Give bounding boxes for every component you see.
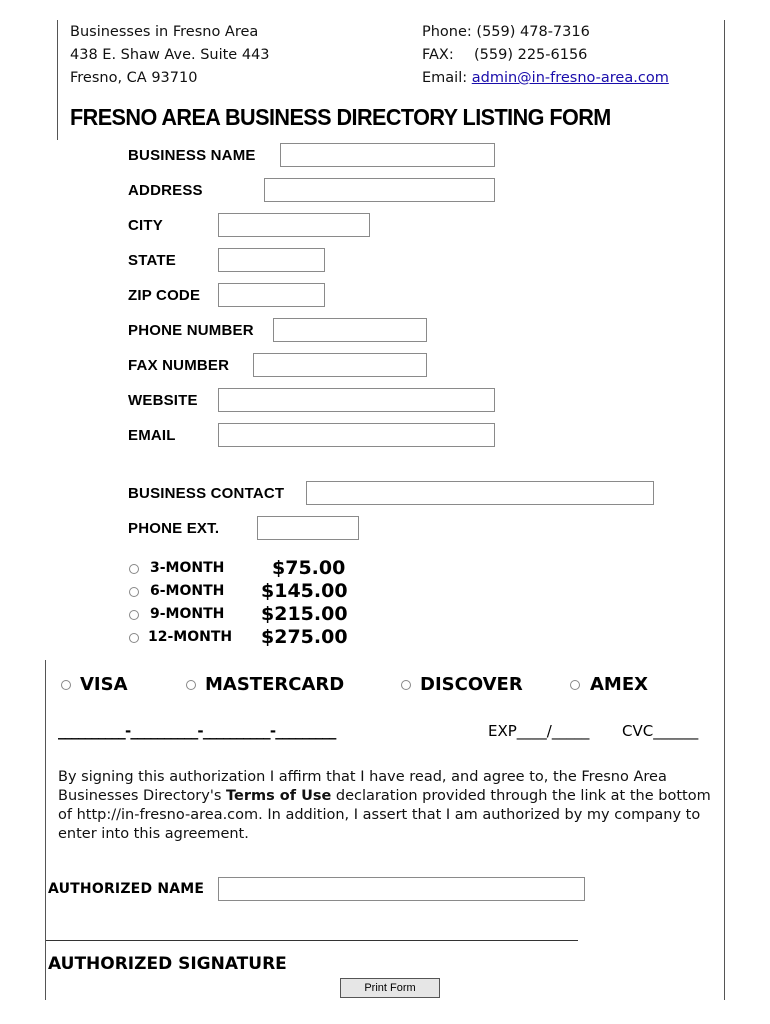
fax-number-input[interactable] <box>253 353 427 377</box>
state-input[interactable] <box>218 248 325 272</box>
zip-label: ZIP CODE <box>128 287 201 304</box>
agreement-part2: declaration provided through the link at the bottom of http://in-fresno-area.com. In addition, I assert that I am authorized by my company to enter into this agreement. <box>58 788 711 842</box>
fax-number-label: FAX NUMBER <box>128 357 230 374</box>
phone-ext-label: PHONE EXT. <box>128 520 220 537</box>
mastercard-label: MASTERCARD <box>205 674 345 695</box>
city-input[interactable] <box>218 213 370 237</box>
address-label: ADDRESS <box>128 182 203 199</box>
state-label: STATE <box>128 252 176 269</box>
card-exp-line[interactable]: EXP____/_____ <box>488 722 590 740</box>
contact-email-row <box>422 67 669 90</box>
authorized-name-label: AUTHORIZED NAME <box>48 881 205 897</box>
left-border-bottom <box>45 660 46 1000</box>
contact-phone-row <box>422 21 669 44</box>
left-border-top <box>57 20 58 140</box>
org-name: Businesses in Fresno Area <box>70 24 259 40</box>
visa-label: VISA <box>80 674 128 695</box>
plan-6-month-label: 6-MONTH <box>150 583 225 599</box>
plan-9-month-price: $215.00 <box>261 603 348 625</box>
website-label: WEBSITE <box>128 392 198 409</box>
plan-3-month-radio[interactable] <box>129 564 139 574</box>
plan-12-month-price: $275.00 <box>261 626 348 648</box>
zip-input[interactable] <box>218 283 325 307</box>
business-name-input[interactable] <box>280 143 495 167</box>
agreement-part1: By signing this authorization I affirm that I have read, and agree to, the Fresno Area Businesses Directory's <box>58 769 667 804</box>
org-street: 438 E. Shaw Ave. Suite 443 <box>70 47 270 63</box>
signature-line <box>46 940 578 941</box>
city-label: CITY <box>128 217 163 234</box>
business-name-label: BUSINESS NAME <box>128 147 256 164</box>
email-field-label: EMAIL <box>128 427 176 444</box>
plan-9-month-label: 9-MONTH <box>150 606 225 622</box>
plan-12-month-radio[interactable] <box>129 633 139 643</box>
print-form-button[interactable]: Print Form <box>340 978 440 998</box>
amex-radio[interactable] <box>570 680 580 690</box>
email-field[interactable] <box>218 423 495 447</box>
plan-12-month-label: 12-MONTH <box>148 629 233 645</box>
org-city-line: Fresno, CA 93710 <box>70 70 198 86</box>
phone-value: (559) 478-7316 <box>476 24 590 40</box>
plan-9-month-radio[interactable] <box>129 610 139 620</box>
contact-block <box>422 21 669 90</box>
business-contact-input[interactable] <box>306 481 654 505</box>
authorized-signature-label: AUTHORIZED SIGNATURE <box>48 954 287 974</box>
phone-number-input[interactable] <box>273 318 427 342</box>
fax-label: FAX: <box>422 47 454 63</box>
discover-label: DISCOVER <box>420 674 523 695</box>
email-label: Email: <box>422 70 468 86</box>
plan-3-month-price: $75.00 <box>272 557 346 579</box>
authorized-name-input[interactable] <box>218 877 585 901</box>
phone-label: Phone: <box>422 24 472 40</box>
org-address-block <box>70 21 270 90</box>
plan-6-month-price: $145.00 <box>261 580 348 602</box>
website-input[interactable] <box>218 388 495 412</box>
card-number-line[interactable]: __________-__________-__________-_________ <box>58 722 336 740</box>
business-contact-label: BUSINESS CONTACT <box>128 485 285 502</box>
fax-value: (559) 225-6156 <box>474 47 588 63</box>
address-input[interactable] <box>264 178 495 202</box>
contact-fax-row <box>422 44 669 67</box>
agreement-text <box>58 768 723 844</box>
plan-6-month-radio[interactable] <box>129 587 139 597</box>
amex-label: AMEX <box>590 674 649 695</box>
plan-3-month-label: 3-MONTH <box>150 560 225 576</box>
card-cvc-line[interactable]: CVC______ <box>622 722 699 740</box>
mastercard-radio[interactable] <box>186 680 196 690</box>
email-link[interactable]: admin@in-fresno-area.com <box>471 70 669 86</box>
phone-number-label: PHONE NUMBER <box>128 322 254 339</box>
form-title: FRESNO AREA BUSINESS DIRECTORY LISTING FORM <box>70 104 611 130</box>
phone-ext-input[interactable] <box>257 516 359 540</box>
visa-radio[interactable] <box>61 680 71 690</box>
terms-of-use-text: Terms of Use <box>226 788 332 804</box>
discover-radio[interactable] <box>401 680 411 690</box>
right-border <box>724 20 725 1000</box>
